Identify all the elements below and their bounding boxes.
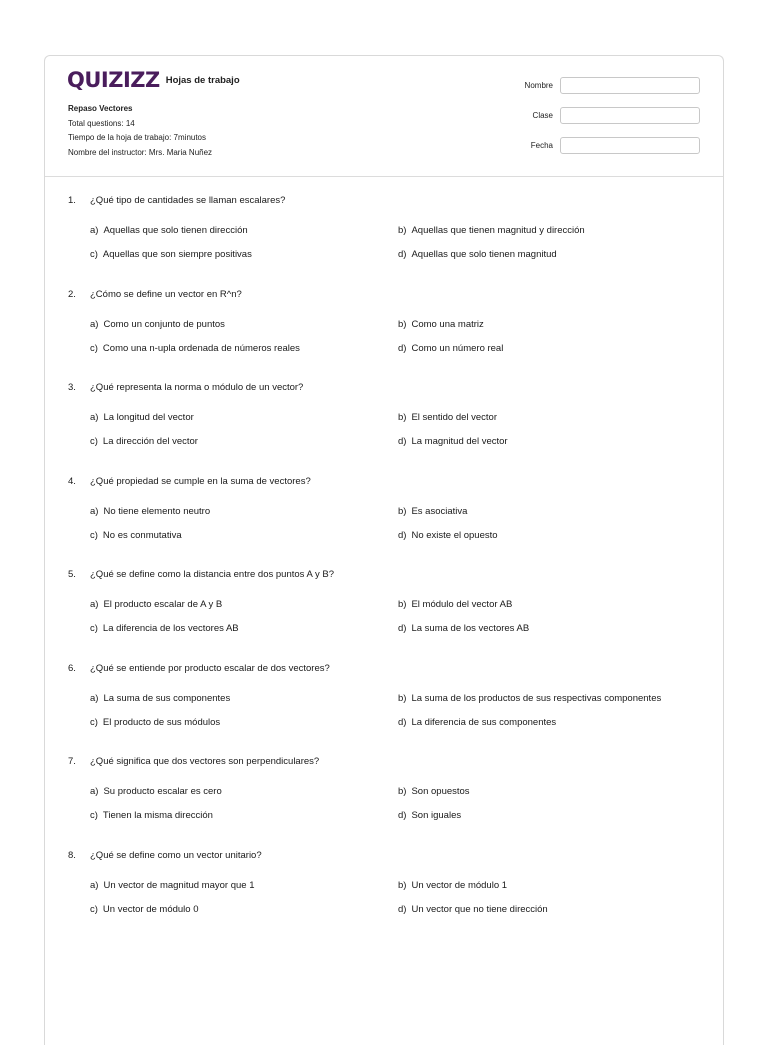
option-grid: [68, 506, 708, 542]
option-letter: c): [90, 342, 98, 354]
question-number: 5.: [68, 569, 76, 580]
option-a[interactable]: [90, 786, 398, 798]
option-letter: c): [90, 436, 98, 447]
option-letter: d): [398, 529, 407, 541]
nombre-input[interactable]: [560, 77, 700, 94]
option-text: Son iguales: [411, 810, 462, 821]
option-text: Aquellas que tienen magnitud y dirección: [411, 225, 585, 236]
field-clase: [525, 106, 700, 125]
clase-input[interactable]: [560, 107, 700, 124]
question-3: [68, 382, 708, 476]
option-d[interactable]: [398, 810, 718, 822]
option-c[interactable]: [90, 436, 398, 448]
worksheet-title: Repaso Vectores: [68, 104, 133, 113]
worksheet-meta: [68, 102, 212, 160]
question-prompt: ¿Qué representa la norma o módulo de un vector?: [90, 382, 304, 393]
question-number: 2.: [68, 288, 76, 300]
option-letter: d): [398, 623, 407, 634]
question-4: [68, 476, 708, 570]
option-text: Como una matriz: [411, 318, 484, 330]
option-letter: c): [90, 810, 98, 821]
question-prompt: ¿Qué tipo de cantidades se llaman escalares?: [90, 195, 286, 206]
option-text: El producto escalar de A y B: [103, 599, 223, 610]
option-text: Es asociativa: [411, 505, 468, 517]
question-text: [68, 569, 708, 599]
option-grid: [68, 319, 708, 355]
fecha-input[interactable]: [560, 137, 700, 154]
question-text: [68, 289, 708, 319]
question-8: [68, 850, 708, 944]
option-c[interactable]: [90, 343, 398, 355]
field-nombre: [525, 76, 700, 95]
question-prompt: ¿Qué se entiende por producto escalar de dos vectores?: [90, 662, 330, 674]
option-a[interactable]: [90, 225, 398, 237]
option-text: Son opuestos: [411, 786, 470, 797]
option-text: La longitud del vector: [103, 412, 194, 423]
option-letter: b): [398, 225, 407, 236]
option-text: Un vector de magnitud mayor que 1: [103, 879, 255, 891]
brand: [67, 68, 240, 92]
option-grid: [68, 599, 708, 635]
option-text: El producto de sus módulos: [102, 716, 221, 728]
question-5: [68, 569, 708, 663]
question-number: 8.: [68, 849, 76, 861]
student-fields: [525, 76, 700, 166]
question-7: [68, 756, 708, 850]
option-b[interactable]: [398, 225, 718, 237]
option-letter: d): [398, 436, 407, 447]
option-letter: c): [90, 903, 98, 915]
question-list: [68, 195, 708, 943]
option-c[interactable]: [90, 904, 398, 916]
option-grid: [68, 693, 708, 729]
option-letter: c): [90, 623, 98, 634]
option-letter: c): [90, 529, 98, 541]
option-text: Como un número real: [411, 342, 504, 354]
option-a[interactable]: [90, 412, 398, 424]
worksheet-page: [44, 55, 724, 1045]
option-b[interactable]: [398, 506, 718, 518]
option-letter: d): [398, 903, 407, 915]
question-text: [68, 382, 708, 412]
option-b[interactable]: [398, 786, 718, 798]
option-a[interactable]: [90, 599, 398, 611]
option-a[interactable]: [90, 880, 398, 892]
worksheet-header: [45, 56, 723, 177]
option-letter: a): [90, 786, 99, 797]
question-prompt: ¿Qué propiedad se cumple en la suma de vectores?: [90, 475, 311, 487]
option-text: Su producto escalar es cero: [103, 786, 222, 797]
option-grid: [68, 225, 708, 261]
option-letter: a): [90, 879, 99, 891]
option-letter: d): [398, 249, 407, 260]
option-b[interactable]: [398, 880, 718, 892]
option-letter: b): [398, 505, 407, 517]
question-text: [68, 756, 708, 786]
logo-subtitle: Hojas de trabajo: [165, 74, 240, 86]
option-text: La suma de los vectores AB: [411, 623, 530, 634]
field-label: Nombre: [524, 81, 553, 90]
option-letter: c): [90, 716, 98, 728]
question-number: 3.: [68, 382, 76, 393]
worksheet-time: Tiempo de la hoja de trabajo: 7minutos: [68, 133, 207, 142]
question-number: 7.: [68, 756, 76, 767]
option-text: Un vector que no tiene dirección: [411, 903, 548, 915]
option-text: Tienen la misma dirección: [102, 810, 213, 821]
option-d[interactable]: [398, 249, 718, 261]
option-a[interactable]: [90, 693, 398, 705]
question-text: [68, 663, 708, 693]
option-letter: a): [90, 318, 99, 330]
option-d[interactable]: [398, 530, 718, 542]
option-letter: a): [90, 225, 99, 236]
field-fecha: [525, 136, 700, 155]
option-c[interactable]: [90, 717, 398, 729]
option-text: Como un conjunto de puntos: [103, 318, 225, 330]
option-text: La suma de los productos de sus respectivas componentes: [411, 692, 662, 704]
question-number: 6.: [68, 662, 76, 674]
question-text: [68, 476, 708, 506]
field-label: Clase: [532, 111, 553, 120]
option-c[interactable]: [90, 810, 398, 822]
question-prompt: ¿Cómo se define un vector en R^n?: [90, 288, 242, 300]
option-text: No es conmutativa: [102, 529, 182, 541]
question-number: 4.: [68, 475, 76, 487]
option-text: La dirección del vector: [102, 436, 198, 447]
option-text: Aquellas que solo tienen dirección: [103, 225, 248, 236]
option-text: El sentido del vector: [411, 412, 497, 423]
option-text: El módulo del vector AB: [411, 599, 513, 610]
option-c[interactable]: [90, 249, 398, 261]
option-letter: a): [90, 412, 99, 423]
option-c[interactable]: [90, 623, 398, 635]
option-d[interactable]: [398, 436, 718, 448]
question-text: [68, 195, 708, 225]
option-letter: d): [398, 342, 407, 354]
question-number: 1.: [68, 195, 76, 206]
option-b[interactable]: [398, 599, 718, 611]
option-text: Aquellas que son siempre positivas: [102, 249, 252, 260]
option-text: Aquellas que solo tienen magnitud: [411, 249, 557, 260]
option-text: Un vector de módulo 1: [411, 879, 508, 891]
question-text: [68, 850, 708, 880]
option-letter: b): [398, 786, 407, 797]
option-letter: b): [398, 599, 407, 610]
question-prompt: ¿Qué significa que dos vectores son perpendiculares?: [90, 756, 320, 767]
field-label: Fecha: [530, 141, 553, 150]
option-letter: d): [398, 810, 407, 821]
option-letter: b): [398, 879, 407, 891]
option-text: La diferencia de los vectores AB: [102, 623, 239, 634]
option-d[interactable]: [398, 904, 718, 916]
total-questions: Total questions: 14: [68, 118, 135, 128]
question-6: [68, 663, 708, 757]
option-letter: d): [398, 716, 407, 728]
option-letter: a): [90, 599, 99, 610]
instructor-name: Nombre del instructor: Mrs. Maria Nuñez: [68, 147, 213, 157]
option-letter: a): [90, 692, 99, 704]
option-letter: b): [398, 318, 407, 330]
option-letter: a): [90, 505, 99, 517]
option-a[interactable]: [90, 319, 398, 331]
question-1: [68, 195, 708, 289]
question-prompt: ¿Qué se define como un vector unitario?: [90, 849, 262, 861]
option-text: Un vector de módulo 0: [102, 903, 199, 915]
quizizz-logo: QUIZIZZ: [67, 68, 160, 92]
question-2: [68, 289, 708, 383]
option-grid: [68, 786, 708, 822]
option-text: La magnitud del vector: [411, 436, 508, 447]
option-b[interactable]: [398, 412, 718, 424]
option-b[interactable]: [398, 693, 718, 705]
option-text: No existe el opuesto: [411, 529, 498, 541]
option-d[interactable]: [398, 343, 718, 355]
option-text: Como una n-upla ordenada de números reales: [102, 342, 300, 354]
option-text: La suma de sus componentes: [103, 692, 231, 704]
question-prompt: ¿Qué se define como la distancia entre dos puntos A y B?: [90, 569, 334, 580]
option-text: No tiene elemento neutro: [103, 505, 211, 517]
option-d[interactable]: [398, 717, 718, 729]
option-letter: b): [398, 412, 407, 423]
option-a[interactable]: [90, 506, 398, 518]
option-c[interactable]: [90, 530, 398, 542]
option-letter: b): [398, 692, 407, 704]
option-grid: [68, 880, 708, 916]
option-grid: [68, 412, 708, 448]
option-b[interactable]: [398, 319, 718, 331]
option-text: La diferencia de sus componentes: [411, 716, 557, 728]
option-d[interactable]: [398, 623, 718, 635]
option-letter: c): [90, 249, 98, 260]
